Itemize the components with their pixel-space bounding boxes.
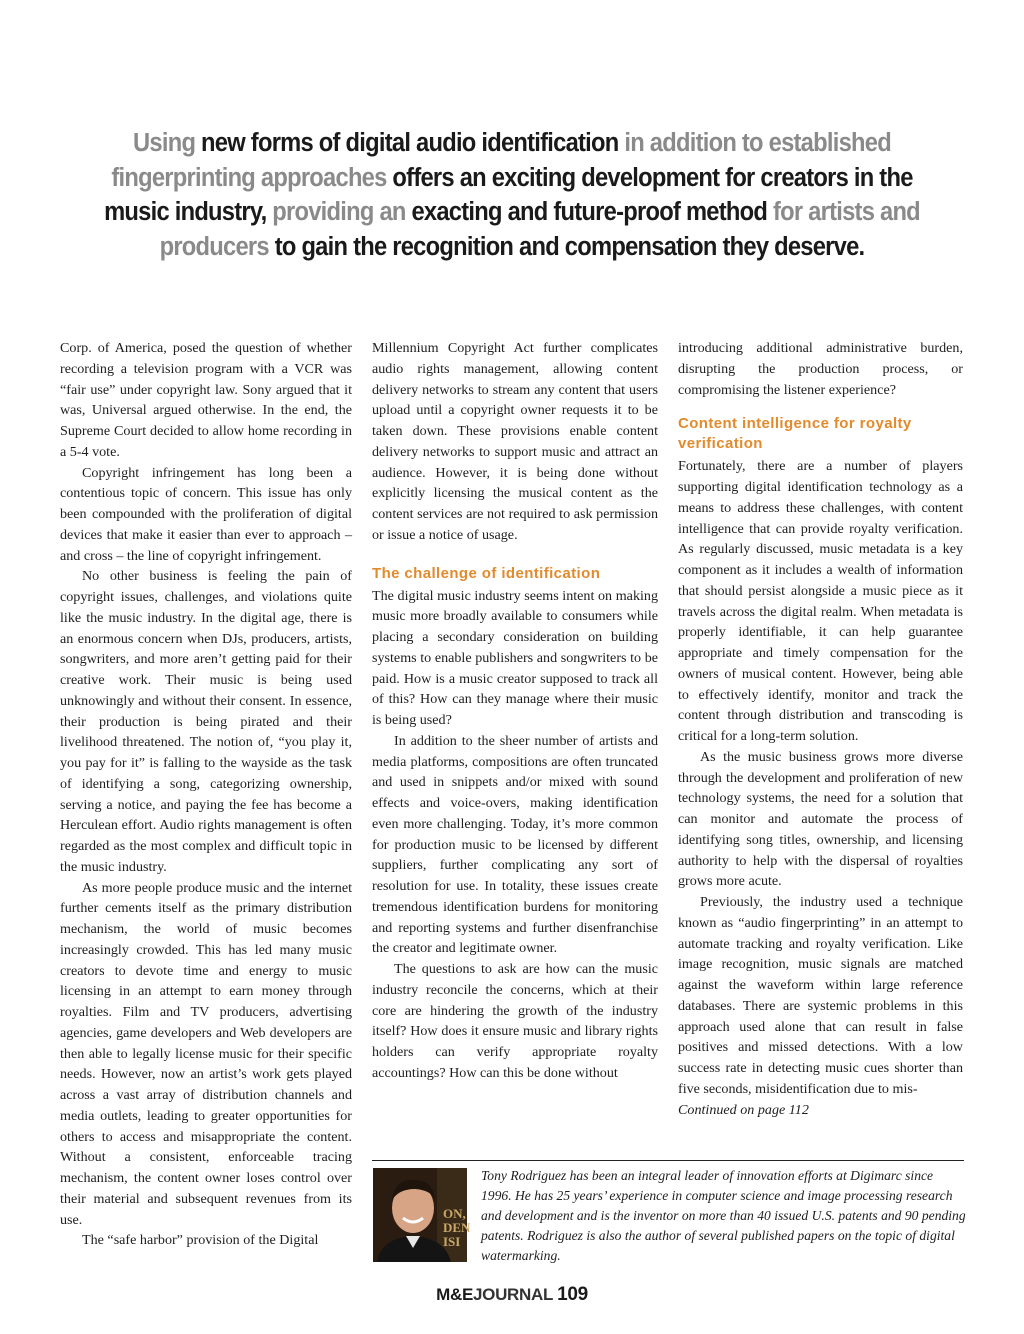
pull-quote-segment: for artists and producers xyxy=(159,198,920,261)
section-subhead: Content intelligence for royalty verification xyxy=(678,415,912,453)
pull-quote-segment: exacting and future-proof method xyxy=(411,198,773,226)
section-subhead: The challenge of identification xyxy=(372,564,601,582)
author-bio: Tony Rodriguez has been an integral leader of innovation efforts at Digimarc since 1996. He has 25 years’ experience in computer science and image processing research and development and is the inventor on more than 40 issued U.S. patents and 90 pending patents. Rodriguez is also the author of several published papers on the topic of digital watermarking. xyxy=(481,1168,966,1263)
article-column-2 xyxy=(372,338,658,1084)
author-portrait-image xyxy=(373,1168,471,1262)
article-column-1 xyxy=(60,338,352,1251)
article-column-3 xyxy=(678,338,963,1120)
pull-quote-segment: offers an exciting development for creators in the music industry, xyxy=(104,163,913,226)
pull-quote xyxy=(92,126,933,264)
svg-text:ON,: ON, xyxy=(443,1206,466,1221)
article-paragraph: Copyright infringement has long been a contentious topic of concern. This issue has only been compounded with the proliferation of digital devices that make it easier than ever to approach – and cross – the line of copyright infringement. xyxy=(60,464,352,564)
pull-quote-segment: in addition to established fingerprinting approaches xyxy=(111,129,891,192)
footer-journal: JOURNAL xyxy=(473,1285,554,1304)
pull-quote-segment: Using xyxy=(133,129,202,157)
article-paragraph: The digital music industry seems intent on making music more broadly available to consumers while placing a secondary consideration on building systems to enable publishers and songwriters to be paid. How is a music creator supposed to track all of this? How can they manage where their music is being used? xyxy=(372,587,658,728)
article-paragraph: In addition to the sheer number of artists and media platforms, compositions are often truncated and used in snippets and/or mixed with sound effects and voice-overs, making identification even more challenging. Today, it’s more common for production music to be licensed by different suppliers, further complicating any sort of resolution for use. In totality, these issues create tremendous identification burdens for monitoring and reporting systems and further disenfranchise the creator and legitimate owner. xyxy=(372,732,658,957)
continued-notice: Continued on page 112 xyxy=(678,1101,809,1118)
author-photo xyxy=(373,1168,471,1262)
svg-text:ISI: ISI xyxy=(443,1234,461,1249)
pull-quote-segment: to gain the recognition and compensation they deserve. xyxy=(274,232,865,261)
article-paragraph: Fortunately, there are a number of players supporting digital identification technology as a means to address these challenges, with content intelligence that can provide royalty verification. As regularly discussed, music metadata is a key component as it includes a wealth of information that should persist alongside a music piece as it travels across the digital realm. When metadata is properly identifiable, it can help guarantee appropriate and timely compensation for the owners of musical content. However, being able to effectively identify, monitor and track the content through distribution and transcoding is critical for a long-term solution. xyxy=(678,458,963,744)
pull-quote-segment: providing an xyxy=(272,198,412,226)
article-paragraph: Millennium Copyright Act further complicates audio rights management, allowing content delivery networks to stream any content that users upload until a copyright owner requests it to be taken down. These provisions enable content delivery networks to support music and attract an audience. However, it is being done without explicitly licensing the musical content as the content services are not required to ask permission or issue a notice of usage. xyxy=(372,340,658,543)
article-paragraph: The “safe harbor” provision of the Digital xyxy=(82,1232,319,1249)
article-paragraph: Corp. of America, posed the question of whether recording a television program with a VCR was “fair use” under copyright law. Sony argued that it was, Universal argued otherwise. In the end, the Supreme Court decided to allow home recording in a 5-4 vote. xyxy=(60,340,352,460)
article-paragraph: introducing additional administrative burden, disrupting the production process, or compromising the listener experience? xyxy=(678,340,963,398)
article-paragraph: As the music business grows more diverse through the development and proliferation of new technology systems, the need for a solution that can monitor and automate the process of identifying song titles, ownership, and licensing authority to help with the dispersal of royalties grows more acute. xyxy=(678,748,963,890)
bio-divider xyxy=(372,1160,964,1161)
pull-quote-segment: new forms of digital audio identification xyxy=(201,129,625,157)
page-footer xyxy=(0,1284,1024,1306)
footer-brand: M&E xyxy=(436,1285,473,1304)
article-paragraph: No other business is feeling the pain of copyright issues, challenges, and violations quite like the music industry. In the digital age, there is an enormous concern when DJs, producers, artists, songwriters, and more aren’t getting paid for their creative work. Their music is being used unknowingly and without their consent. In essence, their production is being pirated and their livelihood threatened. The notion of, “you play it, you pay for it” is falling to the wayside as the task of identifying a song, categorizing ownership, serving a notice, and paying the fee has become a Herculean effort. Audio rights management is often regarded as the most complex and difficult topic in the music industry. xyxy=(60,568,352,875)
article-paragraph: As more people produce music and the internet further cements itself as the primary distribution mechanism, the world of music becomes increasingly crowded. This has led many music creators to devote time and energy to music licensing in an attempt to earn money through royalties. Film and TV producers, advertising agencies, game developers and Web developers are then able to legally license music for their specific needs. However, now an artist’s work gets played across a vast array of distribution channels and media outlets, leading to greater opportunities for others to access and misappropriate the content. Without a consistent, enforceable tracing mechanism, the content owner loses control over their material and subsequent revenues from its use. xyxy=(60,879,352,1228)
article-paragraph: Previously, the industry used a technique known as “audio fingerprinting” in an attempt to automate tracking and royalty verification. Like image recognition, music signals are matched against the waveform within large reference databases. There are systemic problems in this approach used alone that can result in false positives and missed detections. With a low success rate in detecting music cues shorter than five seconds, misidentification due to mis- xyxy=(678,894,963,1097)
svg-text:DEN: DEN xyxy=(443,1220,471,1235)
article-paragraph: The questions to ask are how can the music industry reconcile the concerns, which at their core are hindering the growth of the industry itself? How does it ensure music and library rights holders can verify appropriate royalty accountings? How can this be done without xyxy=(372,961,658,1081)
page-number: 109 xyxy=(557,1284,588,1305)
